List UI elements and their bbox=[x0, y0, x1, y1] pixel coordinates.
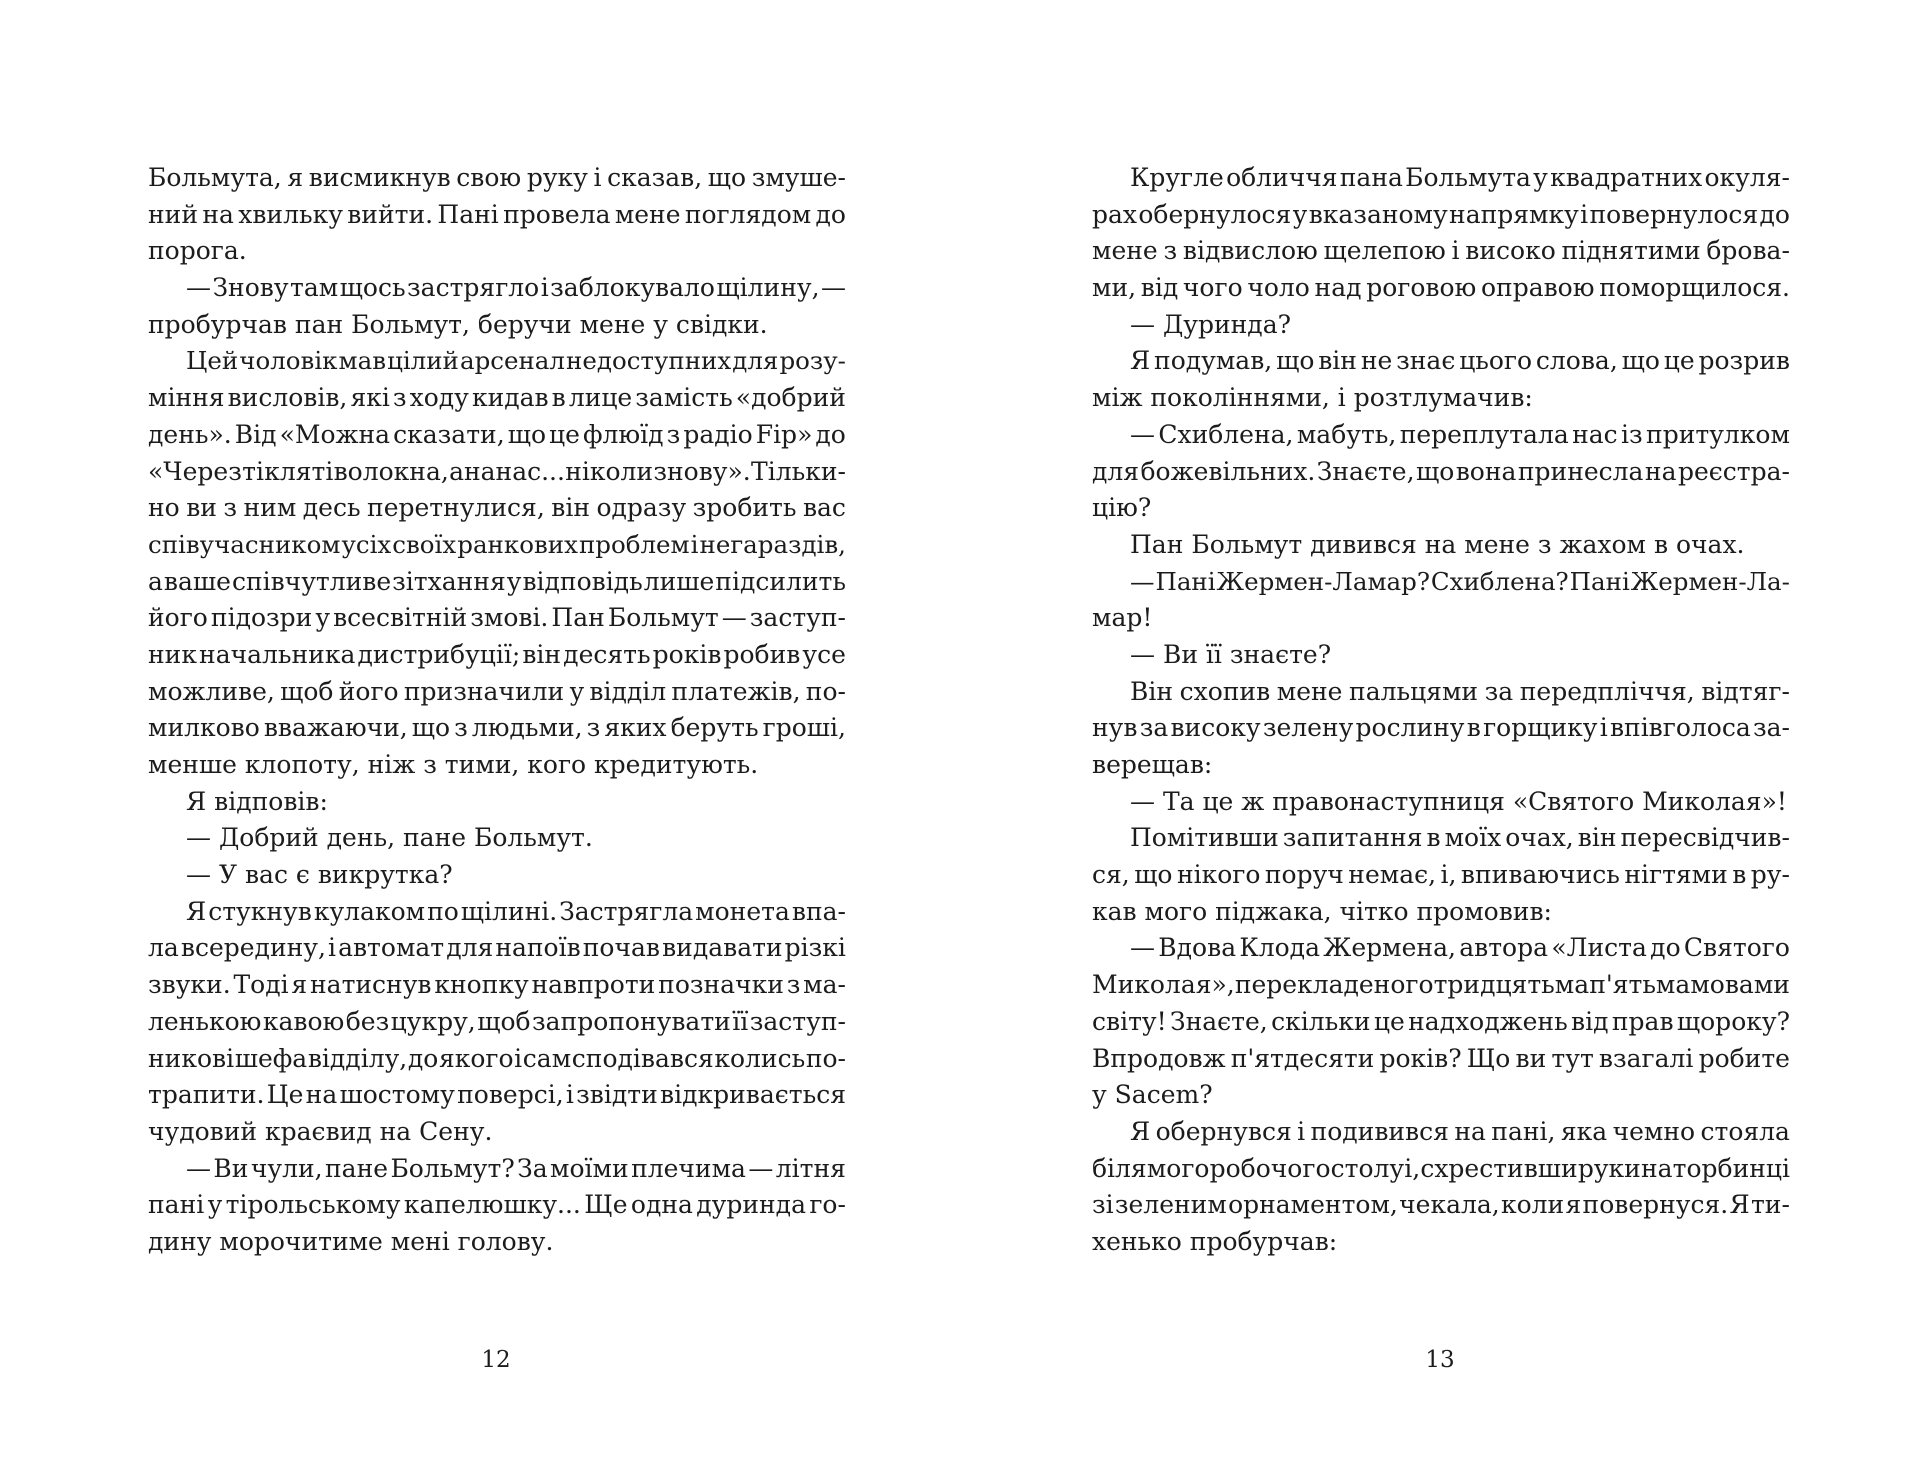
text-line: менше клопоту, ніж з тими, кого кредитують. bbox=[148, 750, 759, 779]
text-line: пробурчав пан Больмут, беручи мене у свідки. bbox=[148, 309, 768, 339]
text-line: Я відповів: bbox=[186, 786, 328, 816]
text-line: ми, від чого чоло над роговою оправою поморщилося. bbox=[1092, 273, 1790, 303]
text-line: звуки. Тоді я натиснув кнопку навпроти позначки з ма- bbox=[148, 970, 846, 1000]
text-line: но ви з ним десь перетнулися, він одразу зробить вас bbox=[148, 493, 846, 523]
text-line: Цей чоловік мав цілий арсенал недоступних для розу- bbox=[186, 346, 846, 376]
text-line: — Дуринда? bbox=[1130, 309, 1292, 339]
text-line: Він схопив мене пальцями за передпліччя, відтяг- bbox=[1130, 676, 1790, 706]
text-line: верещав: bbox=[1092, 750, 1213, 779]
text-line: пані у тірольському капелюшку... Ще одна дуринда го- bbox=[148, 1190, 846, 1220]
text-line: біля мого робочого столу і, схрестивши руки на торбинці bbox=[1092, 1153, 1790, 1183]
left-page-number: 12 bbox=[481, 1347, 511, 1373]
text-line: порога. bbox=[148, 236, 247, 266]
text-line: никові шефа відділу, до якого і сам сподівався колись по- bbox=[148, 1043, 846, 1073]
text-line: а ваше співчутливе зітхання у відповідь лише підсилить bbox=[148, 566, 846, 596]
text-line: чудовий краєвид на Сену. bbox=[148, 1116, 493, 1146]
text-line: — Та це ж правонаступниця «Святого Миколая»! bbox=[1130, 786, 1787, 816]
text-line: хенько пробурчав: bbox=[1092, 1226, 1338, 1256]
text-line: співучасником усіх своїх ранкових проблем і негараздів, bbox=[148, 529, 846, 559]
text-line: можливе, щоб його призначили у відділ платежів, по- bbox=[148, 676, 846, 706]
text-line: між поколіннями, і розтлумачив: bbox=[1092, 383, 1533, 413]
text-line: у Sacem? bbox=[1092, 1080, 1213, 1110]
text-line: рах обернулося у вказаному напрямку і повернулося до bbox=[1092, 199, 1790, 229]
text-line: — Ви її знаєте? bbox=[1130, 639, 1332, 669]
text-line: ленькою кавою без цукру, щоб запропонувати її заступ- bbox=[148, 1006, 846, 1036]
text-line: Пан Больмут дивився на мене з жахом в очах. bbox=[1130, 529, 1745, 559]
text-line: дину морочитиме мені голову. bbox=[148, 1226, 554, 1256]
text-line: Больмута, я висмикнув свою руку і сказав, що змуше- bbox=[148, 163, 846, 192]
text-line: трапити. Це на шостому поверсі, і звідти відкривається bbox=[148, 1080, 846, 1110]
text-line: «Через ті кляті волокна, ананас... ніколи знову». Тільки- bbox=[148, 456, 846, 486]
text-line: день». Від «Можна сказати, що це флюїд з радіо Fip» до bbox=[148, 419, 846, 449]
text-line: — Вдова Клода Жермена, автора «Листа до Святого bbox=[1130, 933, 1790, 963]
text-line: — Схиблена, мабуть, переплутала нас із притулком bbox=[1130, 419, 1790, 449]
text-line: ний на хвильку вийти. Пані провела мене поглядом до bbox=[148, 199, 846, 229]
right-page bbox=[1092, 150, 1790, 1373]
text-line: Я подумав, що він не знає цього слова, що це розрив bbox=[1130, 346, 1790, 376]
text-line: зі зеленим орнаментом, чекала, коли я повернуся. Я ти- bbox=[1092, 1190, 1790, 1220]
text-line: — У вас є викрутка? bbox=[186, 860, 453, 890]
text-line: Кругле обличчя пана Больмута у квадратних окуля- bbox=[1130, 163, 1790, 192]
text-line: ла всередину, і автомат для напоїв почав видавати різкі bbox=[148, 933, 846, 963]
text-line: Впродовж п'ятдесяти років? Що ви тут взагалі робите bbox=[1092, 1043, 1790, 1073]
text-line: його підозри у всесвітній змові. Пан Больмут — заступ- bbox=[148, 603, 846, 633]
text-line: міння висловів, які з ходу кидав в лице замість «добрий bbox=[148, 383, 846, 413]
left-page-text bbox=[148, 160, 846, 1261]
text-line: — Добрий день, пане Больмут. bbox=[186, 823, 593, 853]
text-line: Я обернувся і подивився на пані, яка чемно стояла bbox=[1130, 1116, 1790, 1146]
right-page-number: 13 bbox=[1425, 1347, 1455, 1373]
text-line: ся, що нікого поруч немає, і, впиваючись нігтями в ру- bbox=[1092, 860, 1790, 890]
left-page bbox=[148, 150, 846, 1373]
text-line: Я стукнув кулаком по щілині. Застрягла монета впа- bbox=[186, 896, 846, 926]
text-line: — Знову там щось застрягло і заблокувало щілину, — bbox=[186, 273, 846, 303]
text-line: — Пані Жермен-Ламар? Схиблена? Пані Жермен-Ла- bbox=[1130, 566, 1790, 596]
text-line: милково вважаючи, що з людьми, з яких беруть гроші, bbox=[148, 713, 846, 743]
text-line: кав мого піджака, чітко промовив: bbox=[1092, 896, 1552, 926]
text-line: нув за високу зелену рослину в горщику і впівголоса за- bbox=[1092, 713, 1790, 743]
text-line: — Ви чули, пане Больмут? За моїми плечима — літня bbox=[186, 1153, 846, 1183]
text-line: Миколая», перекладеного тридцятьма п'ятьма мовами bbox=[1092, 970, 1790, 1000]
text-line: для божевільних. Знаєте, що вона принесла на реєстра- bbox=[1092, 456, 1790, 486]
text-line: ник начальника дистрибуції; він десять років робив усе bbox=[148, 639, 846, 669]
text-line: цію? bbox=[1092, 493, 1152, 523]
text-line: мар! bbox=[1092, 603, 1153, 633]
text-line: світу! Знаєте, скільки це надходжень від прав щороку? bbox=[1092, 1006, 1790, 1036]
text-line: Помітивши запитання в моїх очах, він пересвідчив- bbox=[1130, 823, 1790, 853]
text-line: мене з відвислою щелепою і високо піднятими брова- bbox=[1092, 236, 1790, 266]
right-page-text bbox=[1092, 160, 1790, 1261]
